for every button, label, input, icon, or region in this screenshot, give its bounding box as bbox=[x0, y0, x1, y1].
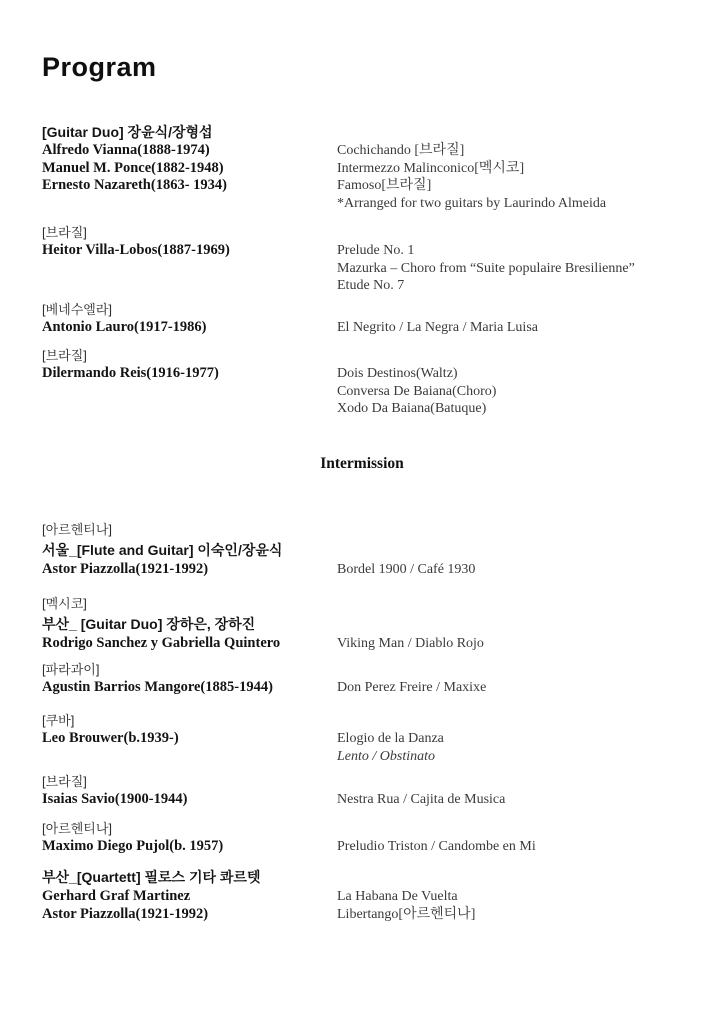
section-left-column bbox=[42, 819, 337, 856]
piece-title: El Negrito / La Negra / Maria Luisa bbox=[337, 319, 538, 335]
program-section bbox=[42, 123, 694, 212]
section-pieces-column bbox=[337, 679, 694, 697]
country-tag: [베네수엘라] bbox=[42, 301, 113, 317]
intermission-heading: Intermission bbox=[320, 454, 404, 472]
country-tag: [브라질] bbox=[42, 348, 87, 363]
page-title: Program bbox=[42, 52, 157, 82]
section-pieces-column bbox=[337, 561, 694, 579]
country-tag: [쿠바] bbox=[42, 713, 75, 728]
program-section bbox=[42, 819, 694, 856]
performer-group-header: 부산_ [Guitar Duo] 장하은, 장하진 bbox=[42, 616, 256, 632]
piece-movement: Lento / Obstinato bbox=[337, 748, 436, 764]
composer-name: Leo Brouwer(b.1939-) bbox=[42, 730, 179, 746]
piece-title: Don Perez Freire / Maxixe bbox=[337, 679, 487, 695]
section-left-column bbox=[42, 593, 337, 653]
section-left-column bbox=[42, 519, 337, 579]
composer-name: Alfredo Vianna(1888-1974) bbox=[42, 142, 210, 158]
program-section bbox=[42, 660, 694, 697]
composer-name: Gerhard Graf Martinez bbox=[42, 888, 191, 904]
program-section bbox=[42, 300, 694, 337]
country-tag: [멕시코] bbox=[42, 596, 87, 611]
piece-title: Prelude No. 1 bbox=[337, 243, 415, 258]
piece-title: Cochichando [브라질] bbox=[337, 143, 465, 158]
section-pieces-column bbox=[337, 635, 694, 653]
section-left-column bbox=[42, 660, 337, 697]
program-section bbox=[42, 867, 694, 923]
composer-name: Maximo Diego Pujol(b. 1957) bbox=[42, 837, 224, 854]
program-section bbox=[42, 772, 694, 809]
section-pieces-column bbox=[337, 888, 694, 923]
section-pieces-column bbox=[337, 791, 694, 809]
piece-title: Nestra Rua / Cajita de Musica bbox=[337, 792, 506, 807]
piece-title: Mazurka – Choro from “Suite populaire Bresilienne” bbox=[337, 260, 635, 276]
section-pieces-column bbox=[337, 838, 694, 856]
program-section bbox=[42, 519, 694, 579]
composer-name: Heitor Villa-Lobos(1887-1969) bbox=[42, 242, 230, 258]
piece-title: Famoso[브라질] bbox=[337, 178, 432, 193]
piece-title: Bordel 1900 / Café 1930 bbox=[337, 561, 476, 577]
section-pieces-column bbox=[337, 242, 694, 295]
section-left-column bbox=[42, 346, 337, 383]
country-tag: [아르헨티나] bbox=[42, 521, 113, 537]
composer-name: Rodrigo Sanchez y Gabriella Quintero bbox=[42, 635, 281, 651]
composer-name: Astor Piazzolla(1921-1992) bbox=[42, 905, 209, 922]
program-section bbox=[42, 711, 694, 765]
section-pieces-column bbox=[337, 365, 694, 418]
piece-title: Elogio de la Danza bbox=[337, 731, 444, 746]
piece-title: Dois Destinos(Waltz) bbox=[337, 366, 458, 381]
section-left-column bbox=[42, 711, 337, 748]
section-pieces-column bbox=[337, 730, 694, 765]
country-tag: [브라질] bbox=[42, 225, 87, 240]
section-left-column bbox=[42, 772, 337, 809]
composer-name: Antonio Lauro(1917-1986) bbox=[42, 318, 207, 335]
section-pieces-column bbox=[337, 319, 694, 337]
country-tag: [브라질] bbox=[42, 774, 87, 789]
section-left-column bbox=[42, 867, 337, 923]
program-section bbox=[42, 223, 694, 295]
piece-title: La Habana De Vuelta bbox=[337, 889, 458, 904]
section-left-column bbox=[42, 123, 337, 195]
program-section bbox=[42, 346, 694, 418]
composer-name: Dilermando Reis(1916-1977) bbox=[42, 365, 219, 381]
composer-name: Isaias Savio(1900-1944) bbox=[42, 791, 188, 807]
country-tag: [아르헨티나] bbox=[42, 820, 113, 836]
composer-name: Ernesto Nazareth(1863- 1934) bbox=[42, 177, 227, 193]
piece-title: Preludio Triston / Candombe en Mi bbox=[337, 838, 536, 854]
piece-title: Viking Man / Diablo Rojo bbox=[337, 636, 484, 651]
piece-title: Libertango[아르헨티나] bbox=[337, 906, 476, 922]
performer-group-header: 서울_[Flute and Guitar] 이숙인/장윤식 bbox=[42, 541, 283, 558]
composer-name: Astor Piazzolla(1921-1992) bbox=[42, 560, 209, 577]
section-left-column bbox=[42, 300, 337, 337]
piece-title: Xodo Da Baiana(Batuque) bbox=[337, 401, 487, 416]
section-pieces-column bbox=[337, 142, 694, 212]
section-left-column bbox=[42, 223, 337, 260]
performer-group-header: 부산_[Quartett] 필로스 기타 콰르텟 bbox=[42, 869, 261, 885]
piece-title: Conversa De Baiana(Choro) bbox=[337, 383, 497, 399]
performer-group-header: [Guitar Duo] 장윤식/장형섭 bbox=[42, 124, 213, 140]
country-tag: [파라과이] bbox=[42, 661, 100, 677]
piece-title: Intermezzo Malinconico[멕시코] bbox=[337, 160, 525, 176]
composer-name: Agustin Barrios Mangore(1885-1944) bbox=[42, 678, 273, 695]
piece-title: Etude No. 7 bbox=[337, 278, 405, 293]
program-section bbox=[42, 593, 694, 653]
arrangement-note: *Arranged for two guitars by Laurindo Almeida bbox=[337, 195, 607, 211]
composer-name: Manuel M. Ponce(1882-1948) bbox=[42, 159, 224, 176]
